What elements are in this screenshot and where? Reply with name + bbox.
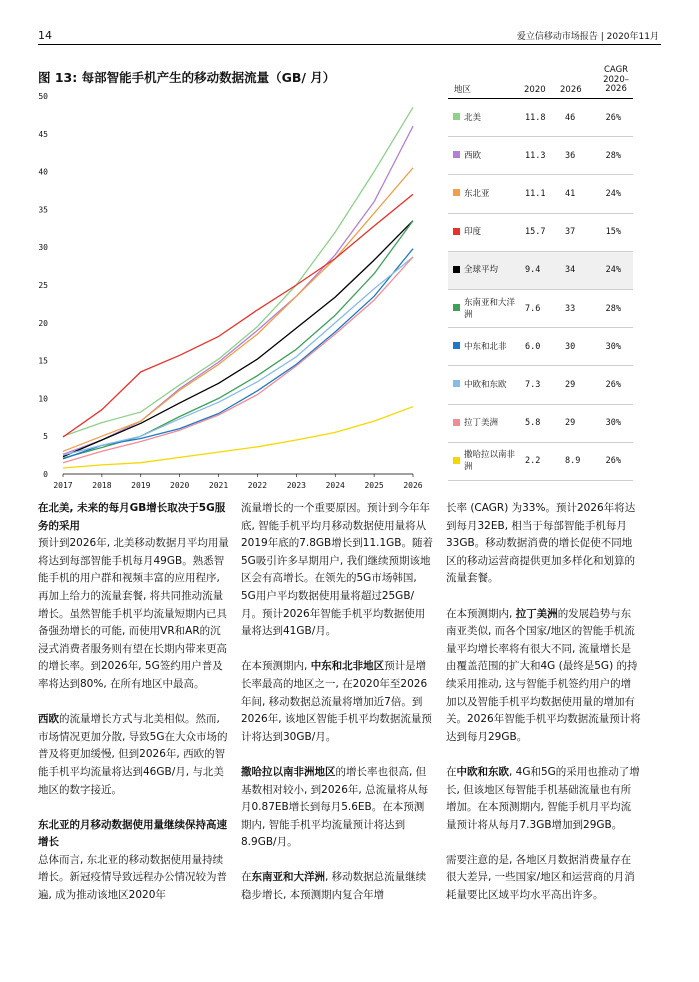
legend-table [448,66,633,481]
x-tick-label: 2018 [92,481,112,490]
region-emphasis: 撒哈拉以南非洲地区 [241,765,336,778]
paragraph-body: 需要注意的是, 各地区月数据消费量存在很大差异, 一些国家/地区和运营商的月消耗量要比区域平均水平高出许多。 [446,853,635,902]
legend-swatch [453,342,460,349]
legend-row [448,366,633,404]
y-tick-label: 40 [38,167,48,177]
legend-value-2020: 2.2 [525,456,541,467]
legend-swatch [453,189,460,196]
legend-row [448,137,633,175]
paragraph-body: 长率 (CAGR) 为33%。预计2026年将达到每月32EB, 相当于每部智能手机每月33GB。移动数据消费的增长促使不同地区的移动运营商提供更加多样化和划算的流量套餐。 [446,502,636,585]
legend-row [448,99,633,137]
legend-row [448,175,633,213]
legend-value-cagr: 26% [605,379,621,390]
legend-region-label: 西欧 [464,150,482,161]
legend-col-cagr [603,66,629,95]
x-tick-label: 2020 [170,481,190,490]
legend-value-2026: 34 [565,265,576,276]
header-rule [38,44,661,45]
legend-value-2020: 11.3 [525,150,546,161]
legend-value-cagr: 30% [605,341,621,352]
legend-row [448,328,633,366]
legend-region-label: 中欧和东欧 [464,379,507,390]
legend-swatch [453,457,460,464]
series-line [63,407,413,468]
legend-swatch [453,304,460,311]
region-emphasis: 中欧和东欧 [456,765,509,778]
legend-row [448,290,633,328]
legend-region-label: 撒哈拉以南非洲 [464,450,516,473]
legend-col-2020: 2020 [524,85,546,95]
paragraph-body: 的发展趋势与东南亚类似, 而各个国家/地区的智能手机流量平均增长率将有很大不同, 流量增长是由覆盖范围的扩大和4G (最终是5G) 的持续采用推动, 这与智能手机签约用户的增加以及智能手机平均数据使用量的增加有关。2026年智能手机平均数据流量预计将达到每月29GB。 [446,607,641,743]
x-tick-label: 2026 [403,481,423,490]
running-header: 爱立信移动市场报告 | 2020年11月 [516,32,659,42]
x-tick-label: 2022 [247,481,268,490]
x-tick-label: 2019 [131,481,151,490]
legend-row [448,405,633,443]
region-emphasis: 东南亚和大洋洲 [251,871,325,884]
paragraph [38,500,230,694]
legend-col-cagr-line3: 2026 [605,84,627,94]
paragraph-body: 在 [241,871,252,884]
line-chart [30,82,430,492]
y-tick-label: 0 [43,470,48,479]
paragraph [446,852,641,905]
legend-col-cagr-line1: CAGR [604,65,629,75]
y-tick-label: 45 [38,129,48,139]
legend-value-2026: 33 [565,303,576,314]
legend-value-2020: 9.4 [525,265,541,276]
legend-swatch [453,419,460,426]
article-column-2 [241,500,434,922]
legend-row [448,443,633,481]
legend-value-2026: 36 [565,150,576,161]
page-number: 14 [38,29,52,42]
legend-region-label: 东南亚和大洋洲 [464,297,516,320]
legend-value-2026: 46 [565,112,576,123]
y-tick-label: 5 [43,432,48,442]
series-line [63,221,413,458]
x-tick-label: 2025 [364,481,384,490]
legend-region-label: 东北亚 [464,188,490,199]
x-tick-label: 2023 [286,481,306,490]
series-line [63,221,413,457]
series-line [63,194,413,437]
legend-value-2020: 7.3 [525,379,541,390]
legend-row [448,252,633,290]
legend-swatch [453,266,460,273]
article-column-1 [38,500,230,922]
legend-value-2026: 29 [565,418,576,429]
figure-title: 图 13: 每部智能手机产生的移动数据流量（GB/ 月） [38,70,336,85]
paragraph [38,711,230,799]
region-emphasis: 拉丁美洲 [515,607,558,620]
legend-value-2026: 8.9 [565,456,581,467]
y-tick-label: 50 [38,92,48,101]
legend-value-2020: 7.6 [525,303,541,314]
legend-value-2020: 6.0 [525,341,541,352]
legend-region-label: 拉丁美洲 [464,418,499,429]
y-tick-label: 15 [38,356,48,366]
legend-value-2026: 37 [565,227,576,238]
paragraph-heading: 在北美, 未来的每月GB增长取决于5G服务的采用 [38,502,226,532]
paragraph-body: , 移动数据总流量继续稳步增长, 本预测期内复合年增 [241,871,427,902]
legend-value-2026: 41 [565,188,576,199]
legend-value-cagr: 24% [605,188,621,199]
paragraph [241,658,434,746]
legend-value-2026: 30 [565,341,576,352]
region-emphasis: 中东和北非地区 [310,660,385,673]
paragraph [446,764,641,834]
article-column-3 [446,500,641,922]
legend-value-cagr: 24% [605,265,621,276]
legend-value-2026: 29 [565,379,576,390]
legend-value-cagr: 30% [605,418,621,429]
x-tick-label: 2021 [208,481,229,490]
paragraph-body: 预计是增长率最高的地区之一, 在2020年至2026年间, 移动数据总流量将增加近7倍。到2026年, 该地区智能手机平均数据流量预计将达到30GB/月。 [241,660,432,743]
paragraph-body: 在本预测期内, [241,660,311,673]
paragraph [38,817,230,905]
legend-col-2026: 2026 [560,85,582,95]
y-tick-label: 25 [38,281,48,290]
paragraph-body: 的增长率也很高, 但基数相对较小, 到2026年, 总流量将从每月0.87EB增长到每月5.6EB。在本预测期内, 智能手机平均流量预计将达到8.9GB/月。 [241,765,429,849]
legend-swatch [453,113,460,120]
legend-rows [448,99,633,481]
legend-region-label: 中东和北非 [464,341,507,352]
legend-region-label: 全球平均 [464,265,499,276]
legend-row [448,214,633,252]
legend-value-cagr: 26% [605,112,621,123]
paragraph [241,869,434,904]
paragraph [446,606,641,747]
legend-swatch [453,228,460,235]
legend-value-cagr: 28% [605,303,621,314]
paragraph-body: , 4G和5G的采用也推动了增长, 但该地区每智能手机基础流量也有所增加。在本预测期内, 智能手机月平均流量预计将从每月7.3GB增加到29GB。 [446,765,640,831]
x-tick-label: 2017 [53,481,73,490]
legend-col-region: 地区 [454,85,472,95]
paragraph-body: 总体而言, 东北亚的移动数据使用量持续增长。新冠疫情导致远程办公情况较为普遍, 成为推动该地区2020年 [38,853,227,902]
paragraph-heading: 东北亚的月移动数据使用量继续保持高速增长 [38,818,227,849]
paragraph [446,500,641,588]
region-emphasis: 西欧 [38,713,59,726]
series-line [63,249,413,459]
y-tick-label: 30 [38,243,48,253]
legend-region-label: 印度 [464,227,482,238]
legend-col-cagr-line2: 2020– [603,74,629,85]
x-tick-label: 2024 [325,481,345,490]
paragraph-body: 在本预测期内, [446,607,516,620]
paragraph-body: 的流量增长方式与北美相似。然而, 市场情况更加分散, 导致5G在大众市场的普及将更加缓慢, 但到2026年, 西欧的智能手机平均流量将达到46GB/月, 与北美地区的数字接近。 [38,713,228,796]
legend-region-label: 北美 [464,112,482,123]
paragraph [241,500,434,641]
legend-value-2020: 11.8 [525,112,546,123]
legend-value-2020: 5.8 [525,418,541,429]
y-tick-label: 10 [38,394,48,404]
legend-swatch [453,380,460,387]
legend-value-cagr: 15% [605,227,621,238]
legend-swatch [453,151,460,158]
y-tick-label: 20 [38,318,48,328]
legend-value-2020: 15.7 [525,227,546,238]
paragraph-body: 流量增长的一个重要原因。预计到今年年底, 智能手机平均月移动数据使用量将从2019年底的7.8GB增长到11.1GB。随着5G吸引许多早期用户, 我们继续预期该地区会有高增长。在领先的5G市场韩国, 5G用户平均数据使用量将超过25GB/月。预计2026年智能手机平均数据使用量将达到41GB/月。 [241,502,433,638]
paragraph-body: 在 [446,765,457,778]
legend-value-cagr: 28% [605,150,621,161]
y-tick-label: 35 [38,205,48,215]
legend-header [448,66,633,98]
legend-value-cagr: 26% [605,456,621,467]
paragraph-body: 预计到2026年, 北美移动数据月平均用量将达到每部智能手机每月49GB。熟悉智能手机的用户群和视频丰富的应用程序, 再加上给力的流量套餐, 将共同推动流量增长。虽然智能手机平均流量短期内已具备强劲增长的可能, 而使用VR和AR的沉浸式消费者服务则有望在长期内带来更高的增长率。到2026年, 5G签约用户普及率将达到80%, 在所有地区中最高。 [38,537,229,690]
legend-value-2020: 11.1 [525,188,546,199]
paragraph [241,764,434,852]
